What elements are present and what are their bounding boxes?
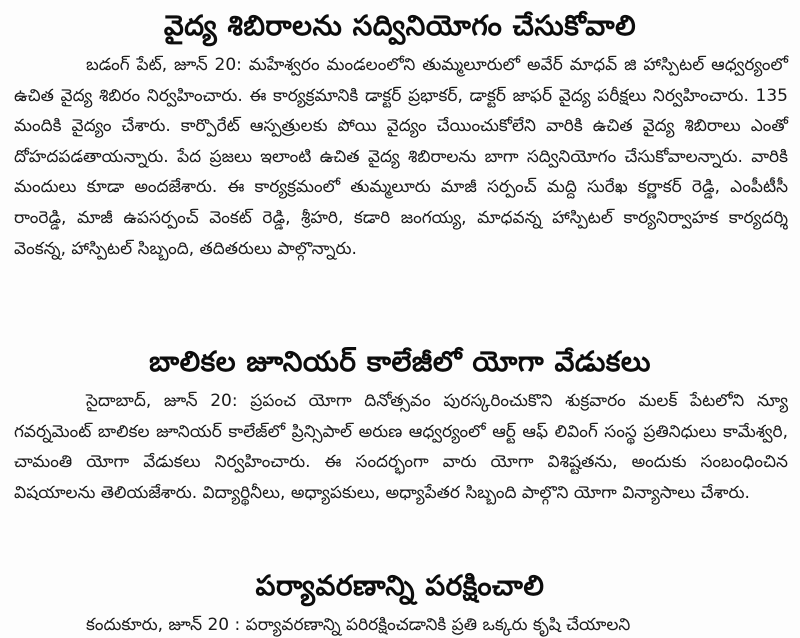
article-body: సైదాబాద్, జూన్ 20: ప్రపంచ యోగా దినోత్సవం పురస్కరించుకొని శుక్రవారం మలక్ పేటలోని న్యూ గవర్నమెంట్ బాలికల జూనియర్ కాలేజ్‌లో ప్రిన్సిపాల్ అరుణ ఆధ్వర్యంలో ఆర్ట్ ఆఫ్ లివింగ్ సంస్థ ప్రతినిధులు కామేశ్వరి, చామంతి యోగా వేడుకలు నిర్వహించారు. ఈ సందర్భంగా వారు యోగా విశిష్టతను, అందుకు సంబంధించిన విషయాలను తెలియజేశారు. విద్యార్థినీలు, అధ్యాపకులు, అధ్యాపేతర సిబ్బంది పాల్గొని యోగా విన్యాసాలు చేశారు. (14, 391, 788, 503)
article-headline: బాలికల జూనియర్ కాలేజీలో యోగా వేడుకలు (149, 345, 651, 378)
article-headline: పర్యావరణాన్ని పరక్షించాలి (255, 569, 545, 602)
article-medical-camp (0, 6, 800, 326)
article-yoga-celebration (0, 342, 800, 570)
article-body: బడంగ్ పేట్, జూన్ 20: మహేశ్వరం మండలంలోని తుమ్మలూరులో అవేర్ మాధవ్ జి హాస్పిటల్ ఆధ్వర్యంలో ఉచిత వైద్య శిబిరం నిర్వహించారు. ఈ కార్యక్రమానికి డాక్టర్ ప్రభాకర్, డాక్టర్ జాఫర్ వైద్య పరీక్షలు నిర్వహించారు. 135 మందికి వైద్యం చేశారు. కార్పొరేట్ ఆస్పత్రులకు పోయి వైద్యం చేయించుకోలేని వారికి ఉచిత వైద్య శిబిరాలు ఎంతో దోహదపడతాయన్నారు. పేద ప్రజలు ఇలాంటి ఉచిత వైద్య శిబిరాలను బాగా సద్వినియోగం చేసుకోవాలన్నారు. వారికి మందులు కూడా అందజేశారు. ఈ కార్యక్రమంలో తుమ్మలూరు మాజీ సర్పంచ్ మద్ది సురేఖ కర్ణాకర్ రెడ్డి, ఎంపీటీసీ రాంరెడ్డి, మాజీ ఉపసర్పంచ్ వెంకట్ రెడ్డి, శ్రీహరి, కడారి జంగయ్య, మాధవన్న హాస్పిటల్ కార్యనిర్వాహక కార్యదర్శి వెంకన్న, హాస్పిటల్ సిబ్బంది, తదితరులు పాల్గొన్నారు. (14, 55, 788, 259)
article-headline: వైద్య శిబిరాలను సద్వినియోగం చేసుకోవాలి (163, 9, 637, 42)
article-environment (0, 566, 800, 638)
article-body: కందుకూరు, జూన్ 20 : పర్యావరణాన్ని పరిరక్షించడానికి ప్రతి ఒక్కరు కృషి చేయాలని (86, 615, 631, 635)
